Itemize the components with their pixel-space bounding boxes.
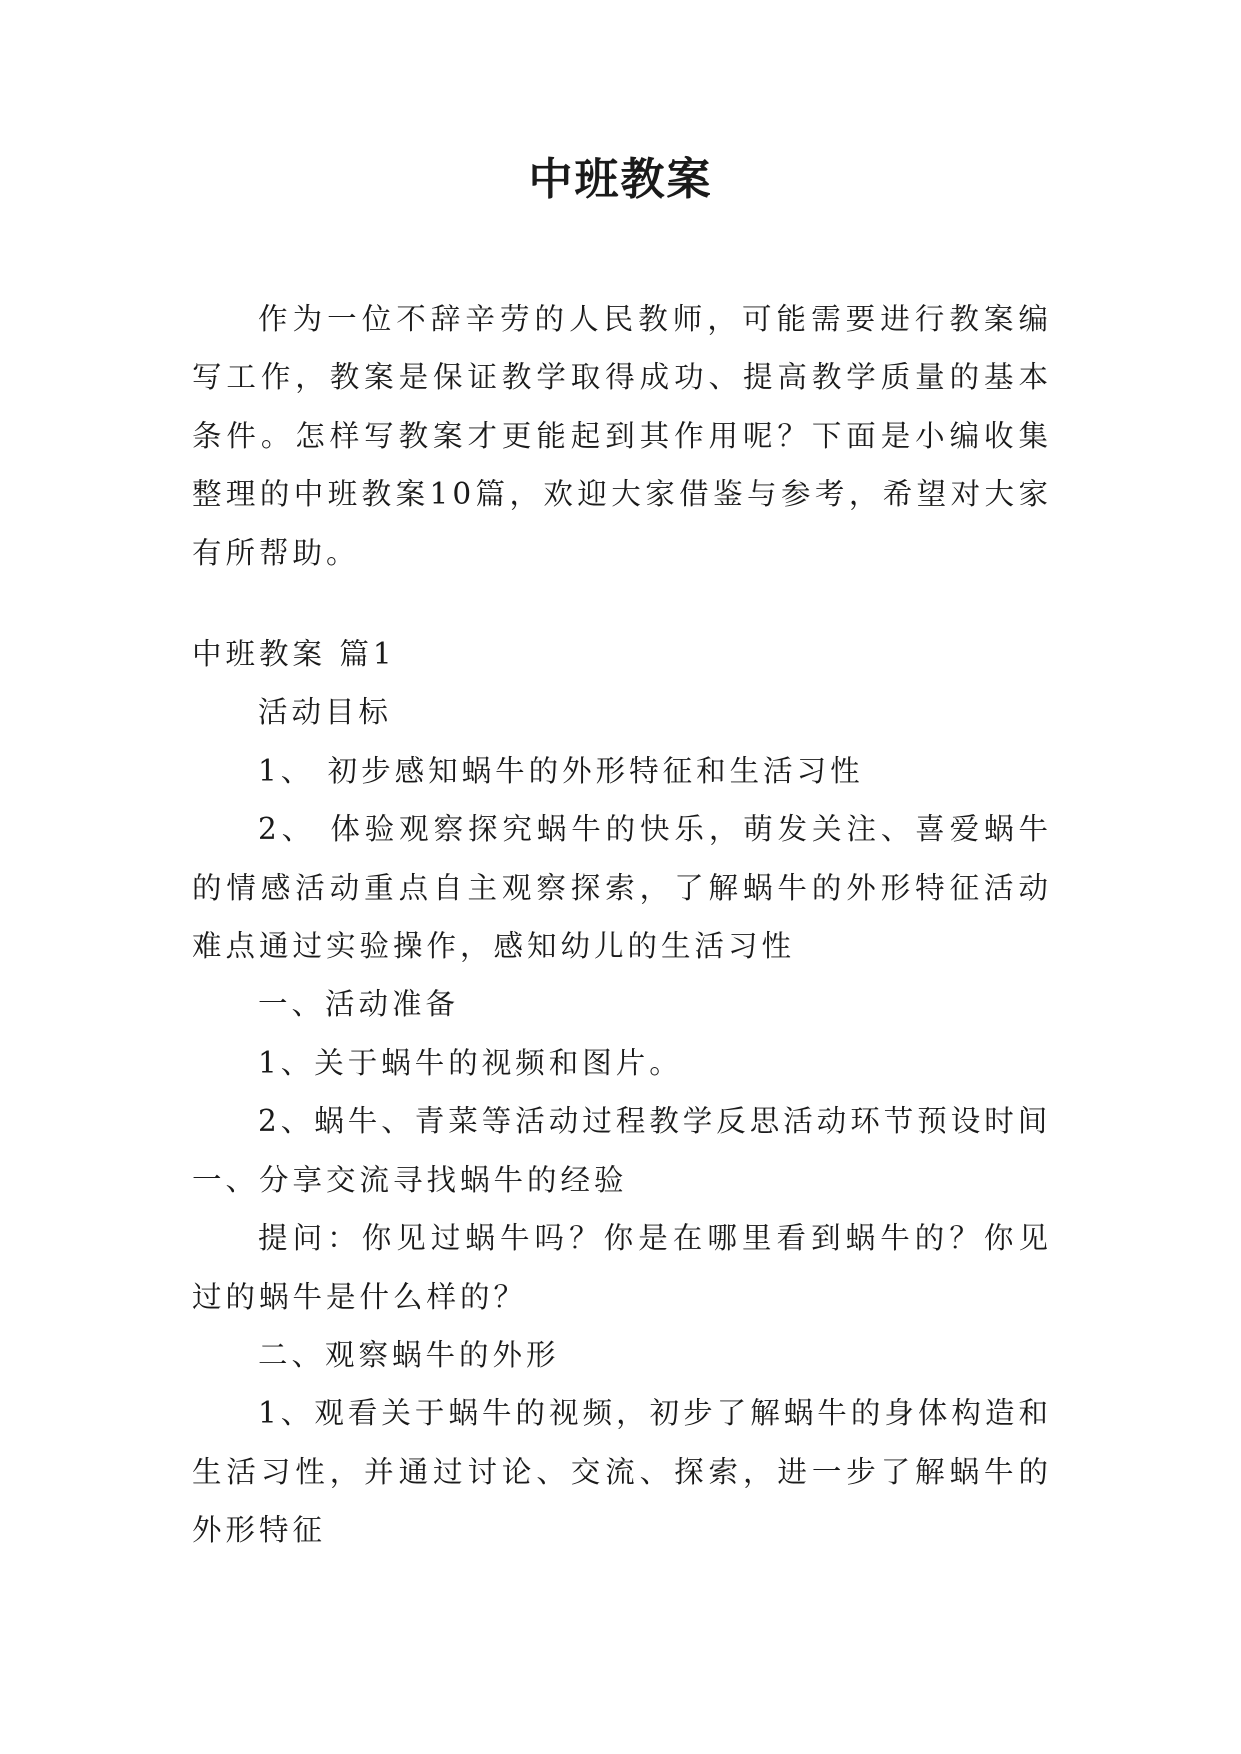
section-paragraph: 提问：你见过蜗牛吗？你是在哪里看到蜗牛的？你见过的蜗牛是什么样的？ — [192, 1221, 1052, 1314]
document-body — [192, 290, 1052, 1560]
section-paragraph: 2、 体验观察探究蜗牛的快乐，萌发关注、喜爱蜗牛的情感活动重点自主观察探索，了解蜗牛的外形特征活动难点通过实验操作，感知幼儿的生活习性 — [192, 812, 1052, 964]
section-paragraph: 二、观察蜗牛的外形 — [258, 1337, 560, 1372]
section-paragraph: 一、分享交流寻找蜗牛的经验 — [192, 1162, 628, 1197]
intro-paragraph: 作为一位不辞辛劳的人民教师，可能需要进行教案编写工作，教案是保证教学取得成功、提高教学质量的基本条件。怎样写教案才更能起到其作用呢？下面是小编收集整理的中班教案10篇，欢迎大家借鉴与参考，希望对大家有所帮助。 — [192, 302, 1052, 570]
section-paragraph: 1、关于蜗牛的视频和图片。 — [258, 1045, 683, 1080]
section-paragraph: 活动目标 — [258, 695, 393, 730]
section-heading: 中班教案 篇1 — [192, 637, 396, 672]
section-paragraph: 一、活动准备 — [258, 987, 460, 1022]
section-paragraph: 2、蜗牛、青菜等活动过程教学反思活动环节预设时间 — [258, 1104, 1052, 1139]
section-paragraph: 1、 初步感知蜗牛的外形特征和生活习性 — [258, 753, 864, 788]
section-paragraph: 1、观看关于蜗牛的视频，初步了解蜗牛的身体构造和生活习性，并通过讨论、交流、探索，进一步了解蜗牛的外形特征 — [192, 1396, 1052, 1548]
document-title: 中班教案 — [528, 154, 713, 205]
